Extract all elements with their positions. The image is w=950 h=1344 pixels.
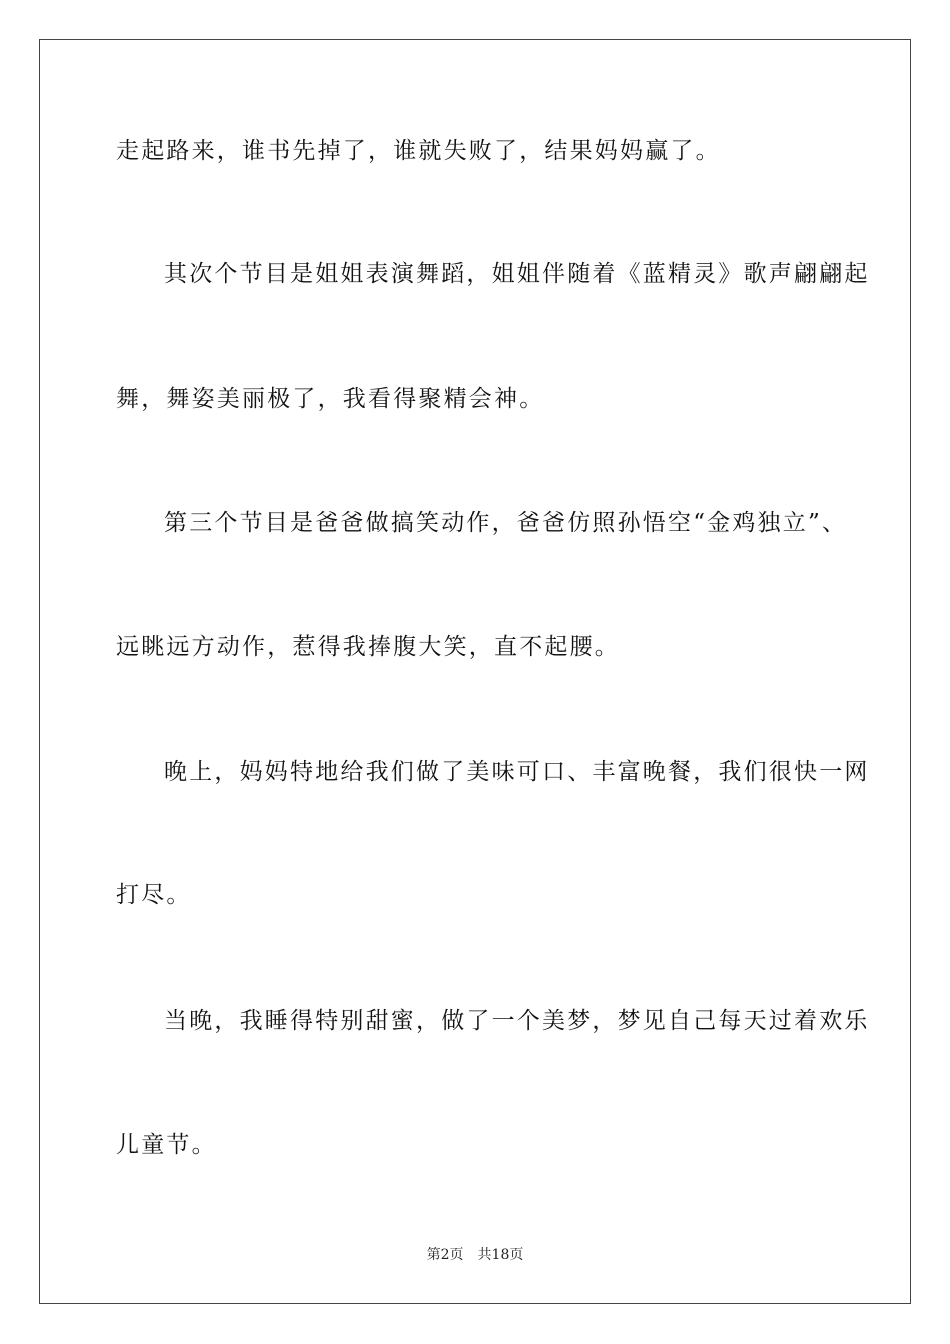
paragraph-line: 当晚，我睡得特别甜蜜，做了一个美梦，梦见自己每天过着欢乐 xyxy=(164,1008,870,1034)
paragraph-line: 第三个节目是爸爸做搞笑动作，爸爸仿照孙悟空“金鸡独立”、 xyxy=(164,510,848,536)
paragraph-line: 舞，舞姿美丽极了，我看得聚精会神。 xyxy=(116,386,545,412)
paragraph-line: 晚上，妈妈特地给我们做了美味可口、丰富晚餐，我们很快一网 xyxy=(164,759,870,785)
page-total: 共18页 xyxy=(477,1247,524,1263)
paragraph-line: 走起路来，谁书先掉了，谁就失败了，结果妈妈赢了。 xyxy=(116,138,721,164)
page-frame xyxy=(39,39,911,1304)
paragraph-line: 打尽。 xyxy=(116,882,192,908)
page-number: 第2页 xyxy=(426,1247,464,1263)
paragraph-line: 远眺远方动作，惹得我捧腹大笑，直不起腰。 xyxy=(116,634,620,660)
paragraph-line: 儿童节。 xyxy=(116,1132,217,1158)
page-footer xyxy=(0,1246,950,1264)
paragraph-line: 其次个节目是姐姐表演舞蹈，姐姐伴随着《蓝精灵》歌声翩翩起 xyxy=(164,261,870,287)
